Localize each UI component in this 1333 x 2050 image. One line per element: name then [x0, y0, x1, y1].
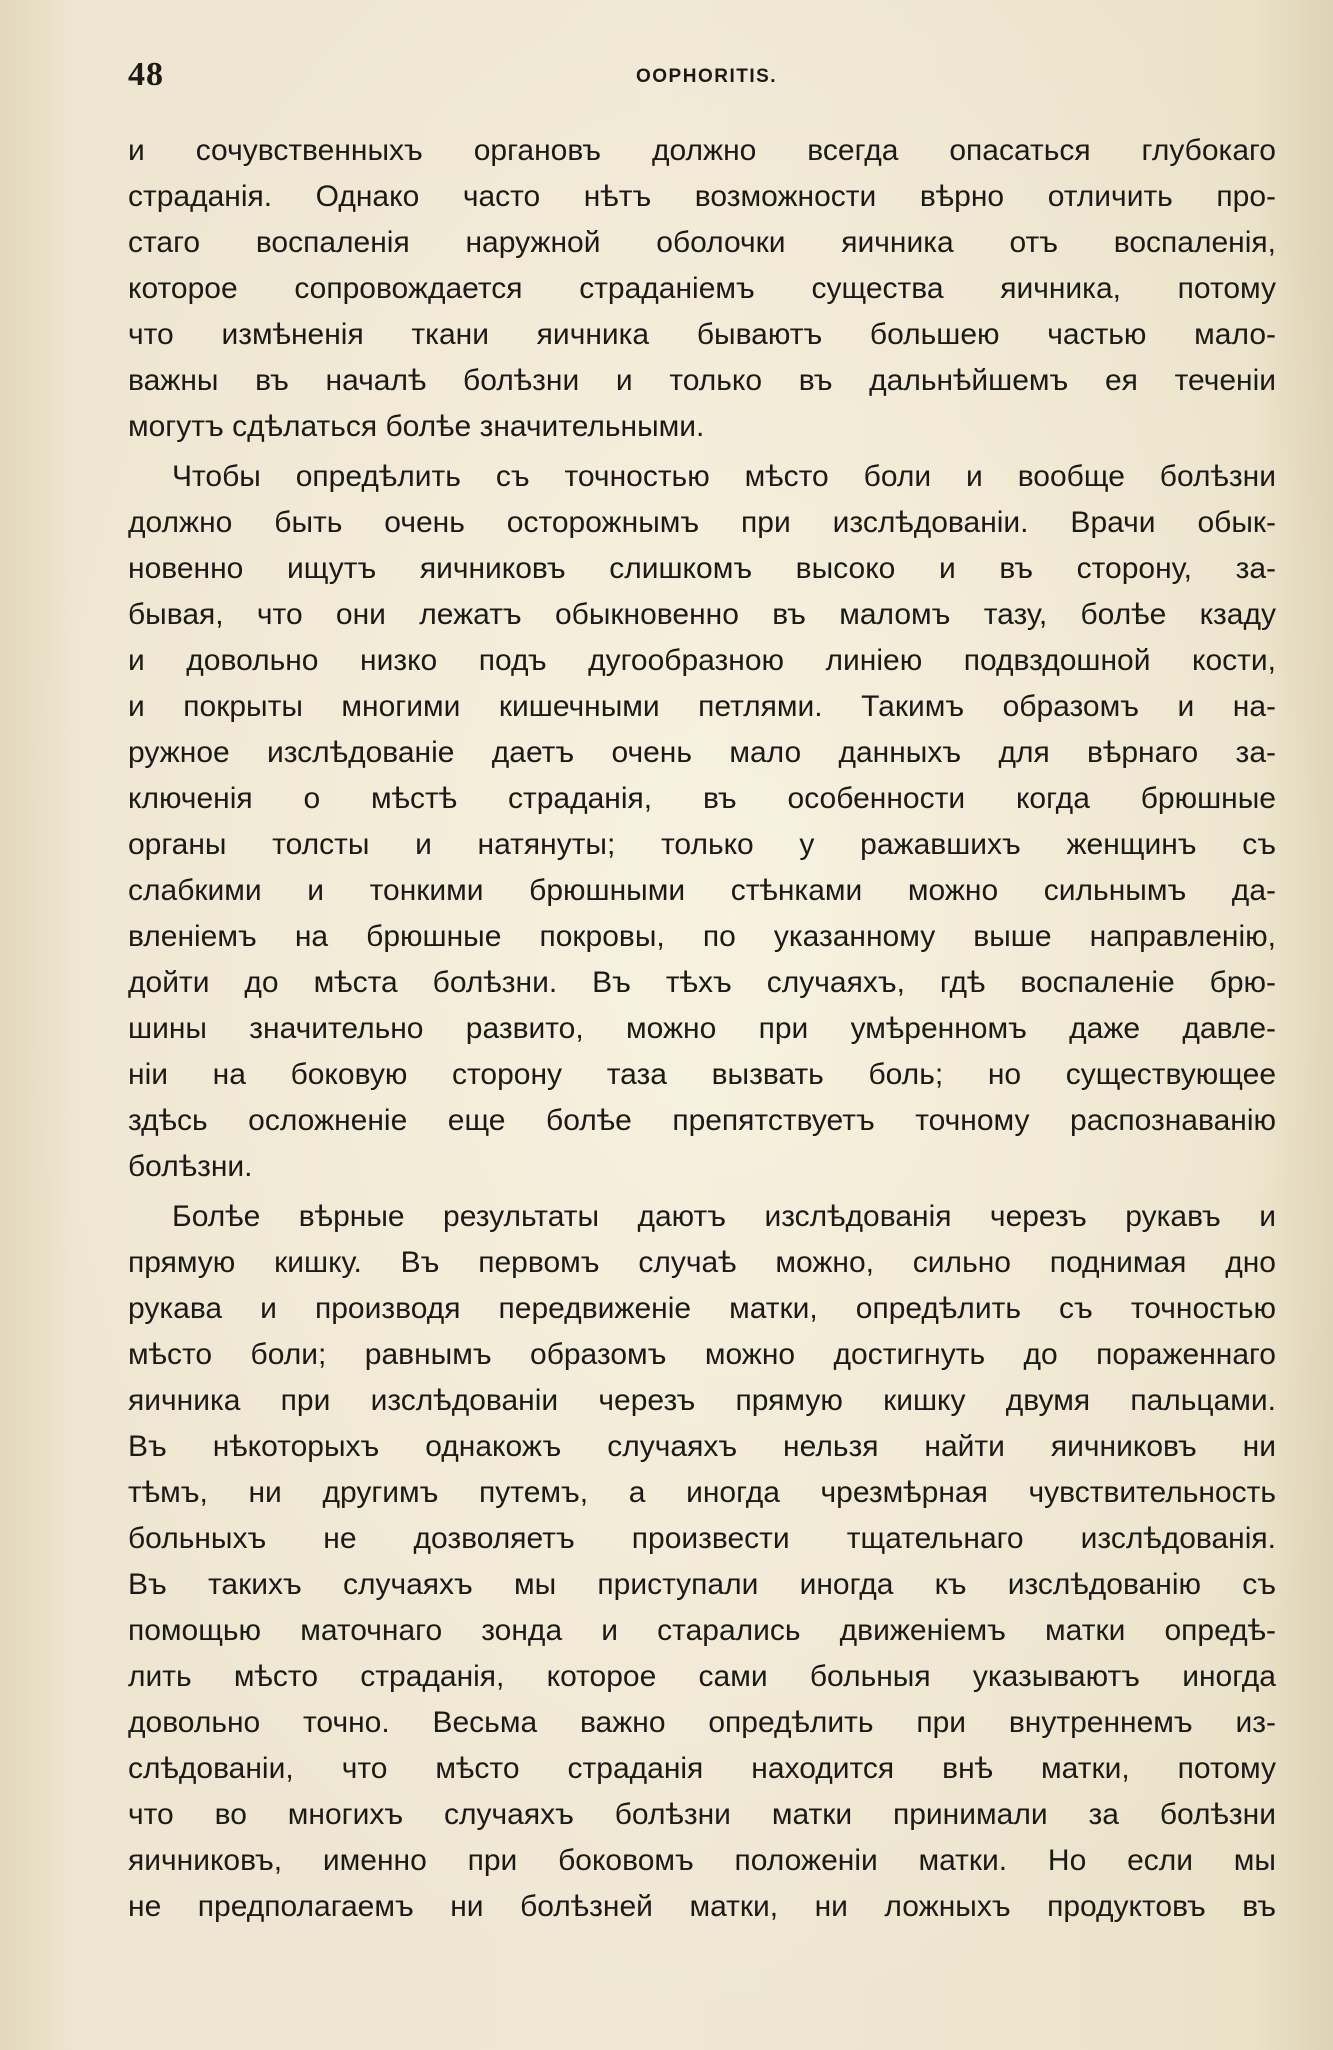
text-line: слабкими и тонкими брюшными стѣнками можно сильнымъ да-: [128, 874, 1276, 907]
text-line: бывая, что они лежатъ обыкновенно въ маломъ тазу, болѣе кзаду: [128, 598, 1276, 631]
text-line: что во многихъ случаяхъ болѣзни матки принимали за болѣзни: [128, 1798, 1276, 1831]
text-line: Въ такихъ случаяхъ мы приступали иногда къ изслѣдованію съ: [128, 1568, 1276, 1601]
text-line: помощью маточнаго зонда и старались движеніемъ матки опредѣ-: [128, 1614, 1276, 1647]
text-line: важны въ началѣ болѣзни и только въ дальнѣйшемъ ея теченіи: [128, 364, 1276, 397]
text-line: прямую кишку. Въ первомъ случаѣ можно, сильно поднимая дно: [128, 1246, 1276, 1279]
text-line: тѣмъ, ни другимъ путемъ, а иногда чрезмѣрная чувствительность: [128, 1476, 1276, 1509]
paragraph-2: [128, 454, 1276, 1190]
page-number: 48: [128, 56, 164, 93]
text-line: что измѣненія ткани яичника бываютъ большею частью мало-: [128, 318, 1276, 351]
text-line: болѣзни.: [128, 1150, 253, 1183]
text-line: не предполагаемъ ни болѣзней матки, ни ложныхъ продуктовъ въ: [128, 1890, 1276, 1923]
text-line: органы толсты и натянуты; только у ражавшихъ женщинъ съ: [128, 828, 1276, 861]
text-line: Въ нѣкоторыхъ однакожъ случаяхъ нельзя найти яичниковъ ни: [128, 1430, 1276, 1463]
text-line: слѣдованіи, что мѣсто страданія находится внѣ матки, потому: [128, 1752, 1276, 1785]
running-title: OOPHORITIS.: [636, 66, 778, 87]
paragraph-3: [128, 1194, 1276, 1930]
text-line: новенно ищутъ яичниковъ слишкомъ высоко и въ сторону, за-: [128, 552, 1276, 585]
text-line: ніи на боковую сторону таза вызвать боль; но существующее: [128, 1058, 1276, 1091]
text-line: Чтобы опредѣлить съ точностью мѣсто боли и вообще болѣзни: [172, 460, 1276, 493]
text-line: мѣсто боли; равнымъ образомъ можно достигнуть до пораженнаго: [128, 1338, 1276, 1371]
text-line: и довольно низко подъ дугообразною линіею подвздошной кости,: [128, 644, 1276, 677]
text-line: которое сопровождается страданіемъ существа яичника, потому: [128, 272, 1276, 305]
text-line: и сочувственныхъ органовъ должно всегда опасаться глубокаго: [128, 134, 1276, 167]
text-line: здѣсь осложненіе еще болѣе препятствуетъ точному распознаванію: [128, 1104, 1276, 1137]
text-line: ключенія о мѣстѣ страданія, въ особенности когда брюшные: [128, 782, 1276, 815]
text-line: вленіемъ на брюшные покровы, по указанному выше направленію,: [128, 920, 1276, 953]
text-line: Болѣе вѣрные результаты даютъ изслѣдованія черезъ рукавъ и: [172, 1200, 1276, 1233]
paragraph-1: [128, 128, 1276, 450]
body-text: [128, 128, 1276, 1930]
text-line: ружное изслѣдованіе даетъ очень мало данныхъ для вѣрнаго за-: [128, 736, 1276, 769]
text-line: дойти до мѣста болѣзни. Въ тѣхъ случаяхъ, гдѣ воспаленіе брю-: [128, 966, 1276, 999]
text-line: страданія. Однако часто нѣтъ возможности вѣрно отличить про-: [128, 180, 1276, 213]
text-line: довольно точно. Весьма важно опредѣлить при внутреннемъ из-: [128, 1706, 1276, 1739]
text-line: лить мѣсто страданія, которое сами больныя указываютъ иногда: [128, 1660, 1276, 1693]
text-line: рукава и производя передвиженіе матки, опредѣлить съ точностью: [128, 1292, 1276, 1325]
text-line: больныхъ не дозволяетъ произвести тщательнаго изслѣдованія.: [128, 1522, 1276, 1555]
text-line: должно быть очень осторожнымъ при изслѣдованіи. Врачи обык-: [128, 506, 1276, 539]
text-line: и покрыты многими кишечными петлями. Такимъ образомъ и на-: [128, 690, 1276, 723]
text-line: стаго воспаленія наружной оболочки яичника отъ воспаленія,: [128, 226, 1276, 259]
text-line: яичника при изслѣдованіи черезъ прямую кишку двумя пальцами.: [128, 1384, 1276, 1417]
text-line: шины значительно развито, можно при умѣренномъ даже давле-: [128, 1012, 1276, 1045]
page-header: [128, 56, 1276, 100]
text-line: могутъ сдѣлаться болѣе значительными.: [128, 410, 705, 443]
text-line: яичниковъ, именно при боковомъ положеніи матки. Но если мы: [128, 1844, 1276, 1877]
